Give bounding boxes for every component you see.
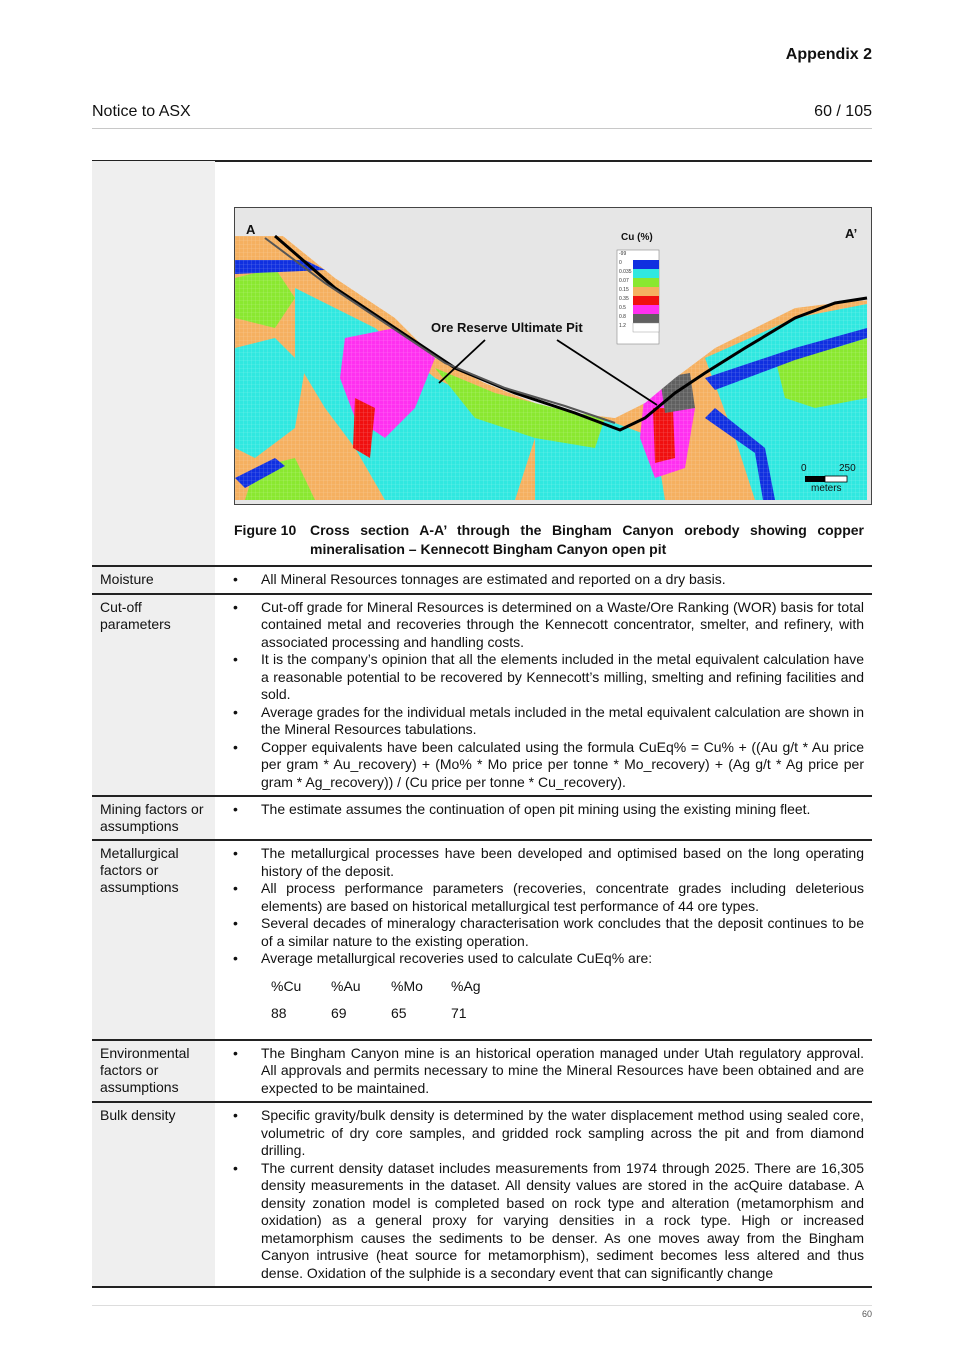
recovery-value: 69 (331, 1005, 347, 1021)
recovery-header: %Mo (391, 977, 423, 994)
row-label: Bulk density (92, 1103, 215, 1286)
bullet-item: • The estimate assumes the continuation of open pit mining using the existing mining fleet. (229, 801, 864, 819)
row-label: Mining factors or assumptions (92, 797, 215, 839)
row-label: Cut-off parameters (92, 595, 215, 796)
resource-table (92, 161, 872, 1288)
bullet-item: • All Mineral Resources tonnages are estimated and reported on a dry basis. (229, 571, 864, 589)
figure-caption-text: Cross section A-A’ through the Bingham Canyon orebody showing copper mineralisation – Kennecott Bingham Canyon open pit (310, 522, 864, 557)
legend-value: 0.035 (619, 269, 632, 275)
row-label: Moisture (92, 567, 215, 593)
page-indicator: 60 / 105 (814, 103, 872, 120)
bullet-item: • It is the company’s opinion that all the elements included in the metal equivalent calculation have a reasonable potential to be recovered by Kennecott’s milling, smelting and refining facilities and sold. (229, 651, 864, 704)
legend-value: 0.35 (619, 296, 629, 302)
legend-value: 0.07 (619, 278, 629, 284)
bullet-item: • The Bingham Canyon mine is an historical operation managed under Utah regulatory approval. All approvals and permits necessary to mine the Mineral Resources have been obtained and are expected to be maintained. (229, 1045, 864, 1098)
recovery-table (269, 974, 511, 1031)
row-label: Metallurgical factors or assumptions (92, 841, 215, 1039)
document-title: Notice to ASX (92, 103, 191, 120)
row-bulk-density (92, 1103, 872, 1288)
row-mining (92, 797, 872, 841)
bullet-item: • Average grades for the individual metals included in the metal equivalent calculation are shown in the Mineral Resources tabulations. (229, 704, 864, 739)
scale-unit: meters (811, 483, 842, 494)
legend-value: 0 (619, 260, 622, 266)
row-label: Environmental factors or assumptions (92, 1041, 215, 1102)
legend-value: 1.2 (619, 323, 626, 329)
bullet-item: • Copper equivalents have been calculated using the formula CuEq% = Cu% + ((Au g/t * Au price per gram * Au_recovery) + (Mo% * Mo price per tonne * Mo_recovery) + (Ag g/t * Ag price per gram * Ag_recovery)) / (Cu price per tonne * Cu_recovery). (229, 739, 864, 792)
bullet-item: • Cut-off grade for Mineral Resources is determined on a Waste/Ore Ranking (WOR) basis for total contained metal and recoveries through the Kennecott concentrator, smelter, and refinery, with associated processing and handling costs. (229, 599, 864, 652)
row-cutoff (92, 595, 872, 798)
appendix-label: Appendix 2 (785, 46, 872, 63)
legend-title: Cu (%) (621, 232, 653, 243)
legend-value: 0.5 (619, 305, 626, 311)
label-a: A (246, 222, 256, 237)
scale-start: 0 (801, 463, 807, 474)
recovery-value: 88 (271, 1005, 287, 1021)
bullet-item: • Specific gravity/bulk density is determined by the water displacement method using sealed core, volumetric of dry core samples, and gridded rock sampling across the pit and from diamond drilling. (229, 1107, 864, 1160)
bullet-item: • All process performance parameters (recoveries, concentrate grades including deleterious elements) are based on historical metallurgical test performance of 44 ore types. (229, 880, 864, 915)
row-environmental (92, 1041, 872, 1104)
footer-page-number: 60 (861, 1309, 872, 1319)
cross-section-figure (234, 207, 872, 505)
figure-number: Figure 10 (234, 522, 297, 538)
bullet-item: • The metallurgical processes have been developed and optimised based on the long operating history of the deposit. (229, 845, 864, 880)
row-body (215, 1103, 872, 1286)
recovery-value: 65 (391, 1005, 407, 1021)
header-divider (92, 128, 872, 129)
figure-row-label-cell (92, 161, 215, 565)
bullet-item: • Several decades of mineralogy characterisation work concludes that the deposit continues to be of a similar nature to the existing operation. (229, 915, 864, 950)
bullet-item: • The current density dataset includes measurements from 1974 through 2025. There are 16,305 density measurements in the dataset. All density values are stored in the acQuire database. A density zonation model is completed based on rock type and alteration (metamorphism and oxidation) as a general proxy for varying densities in a rock type. High or increased metamorphism causes the sediments to be denser. As one moves away from the Bingham Canyon intrusive (heat source for metamorphism), sediment becomes less altered and thus dense. Oxidation of the sulphide is a secondary event that can significantly change (229, 1160, 864, 1283)
cross-section-image (235, 208, 871, 504)
recovery-header: %Au (331, 977, 361, 994)
label-a-prime: A’ (845, 226, 858, 241)
legend-value: 0.15 (619, 287, 629, 293)
row-body (215, 595, 872, 796)
bullet-item: • Average metallurgical recoveries used to calculate CuEq% are: (229, 950, 864, 968)
pit-annotation: Ore Reserve Ultimate Pit (431, 320, 583, 335)
row-metallurgical (92, 841, 872, 1041)
recovery-header: %Cu (271, 977, 302, 994)
legend-value: -99 (619, 251, 627, 257)
figure-row (92, 161, 872, 567)
row-body (215, 797, 872, 839)
row-body (215, 841, 872, 1039)
footer-divider (92, 1305, 872, 1306)
scale-end: 250 (839, 463, 856, 474)
legend-value: 0.8 (619, 314, 626, 320)
row-body (215, 567, 872, 593)
recovery-value: 71 (451, 1005, 467, 1021)
recovery-header: %Ag (451, 977, 481, 994)
legend-value-list (619, 250, 633, 331)
row-body (215, 1041, 872, 1102)
row-moisture (92, 567, 872, 595)
